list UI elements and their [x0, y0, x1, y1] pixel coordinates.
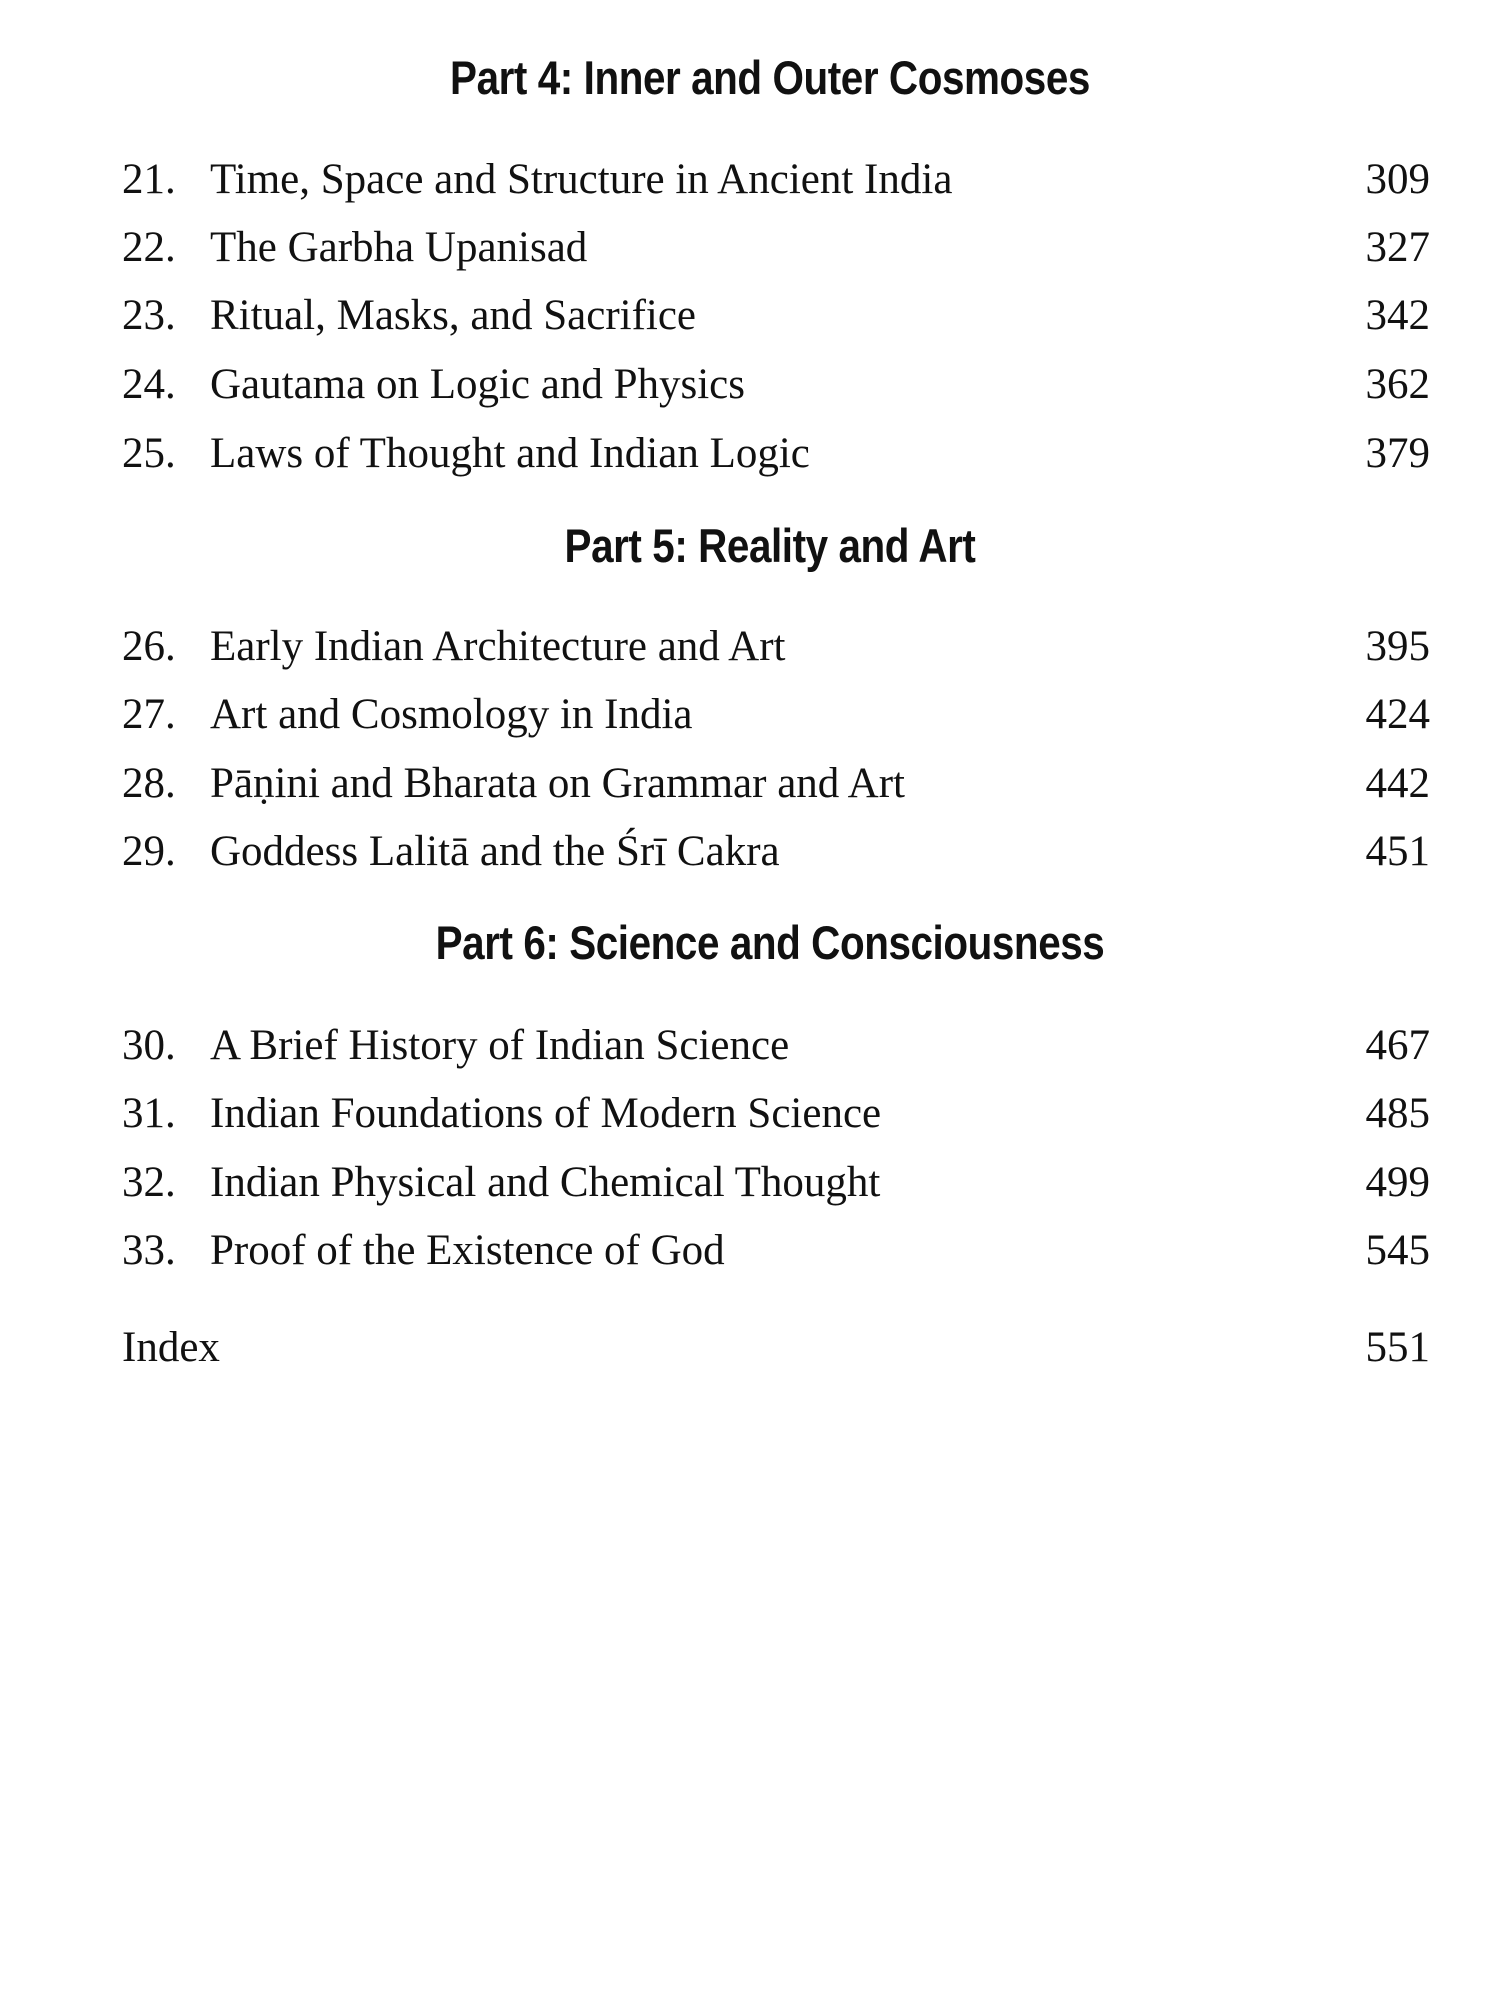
toc-entry-27[interactable] — [0, 685, 1500, 745]
part-6-heading: Part 6: Science and Consciousness — [435, 916, 1105, 969]
page-number: 485 — [1365, 1090, 1430, 1137]
page-number: 309 — [1365, 156, 1430, 203]
toc-entry-28[interactable] — [0, 754, 1500, 814]
chapter-number: 32. — [122, 1159, 176, 1206]
index-title: Index — [122, 1324, 220, 1371]
chapter-number: 33. — [122, 1227, 176, 1274]
chapter-title: The Garbha Upanisad — [210, 224, 588, 271]
page-number: 551 — [1365, 1324, 1430, 1371]
chapter-title: Ritual, Masks, and Sacrifice — [210, 292, 697, 339]
page-number: 342 — [1365, 292, 1430, 339]
chapter-title: Goddess Lalitā and the Śrī Cakra — [210, 828, 780, 875]
page-number: 327 — [1365, 224, 1430, 271]
toc-entry-33[interactable] — [0, 1221, 1500, 1281]
chapter-number: 21. — [122, 156, 176, 203]
toc-entry-32[interactable] — [0, 1153, 1500, 1213]
page-number: 379 — [1365, 430, 1430, 477]
chapter-title: Laws of Thought and Indian Logic — [210, 430, 810, 477]
toc-entry-22[interactable] — [0, 218, 1500, 278]
chapter-number: 26. — [122, 623, 176, 670]
chapter-number: 30. — [122, 1022, 176, 1069]
toc-entry-29[interactable] — [0, 822, 1500, 882]
chapter-number: 28. — [122, 760, 176, 807]
chapter-title: Indian Physical and Chemical Thought — [210, 1159, 881, 1206]
toc-entry-index[interactable] — [0, 1318, 1500, 1378]
chapter-title: Pāṇini and Bharata on Grammar and Art — [210, 760, 905, 807]
page-number: 442 — [1365, 760, 1430, 807]
page-number: 545 — [1365, 1227, 1430, 1274]
chapter-title: Time, Space and Structure in Ancient India — [210, 156, 953, 203]
chapter-title: Art and Cosmology in India — [210, 691, 693, 738]
toc-entry-21[interactable] — [0, 150, 1500, 210]
chapter-number: 24. — [122, 361, 176, 408]
page-number: 467 — [1365, 1022, 1430, 1069]
toc-entry-30[interactable] — [0, 1016, 1500, 1076]
toc-entry-26[interactable] — [0, 617, 1500, 677]
chapter-number: 22. — [122, 224, 176, 271]
chapter-number: 23. — [122, 292, 176, 339]
chapter-number: 25. — [122, 430, 176, 477]
chapter-title: Gautama on Logic and Physics — [210, 361, 746, 408]
part-5-heading: Part 5: Reality and Art — [564, 519, 976, 572]
chapter-title: Proof of the Existence of God — [210, 1227, 725, 1274]
chapter-number: 27. — [122, 691, 176, 738]
page-number: 362 — [1365, 361, 1430, 408]
page-number: 395 — [1365, 623, 1430, 670]
toc-entry-25[interactable] — [0, 424, 1500, 484]
toc-entry-31[interactable] — [0, 1084, 1500, 1144]
page-number: 451 — [1365, 828, 1430, 875]
chapter-number: 29. — [122, 828, 176, 875]
chapter-number: 31. — [122, 1090, 176, 1137]
page-number: 424 — [1365, 691, 1430, 738]
page-number: 499 — [1365, 1159, 1430, 1206]
toc-entry-24[interactable] — [0, 355, 1500, 415]
part-4-heading: Part 4: Inner and Outer Cosmoses — [450, 51, 1090, 104]
chapter-title: Indian Foundations of Modern Science — [210, 1090, 882, 1137]
chapter-title: A Brief History of Indian Science — [210, 1022, 790, 1069]
chapter-title: Early Indian Architecture and Art — [210, 623, 786, 670]
toc-entry-23[interactable] — [0, 286, 1500, 346]
